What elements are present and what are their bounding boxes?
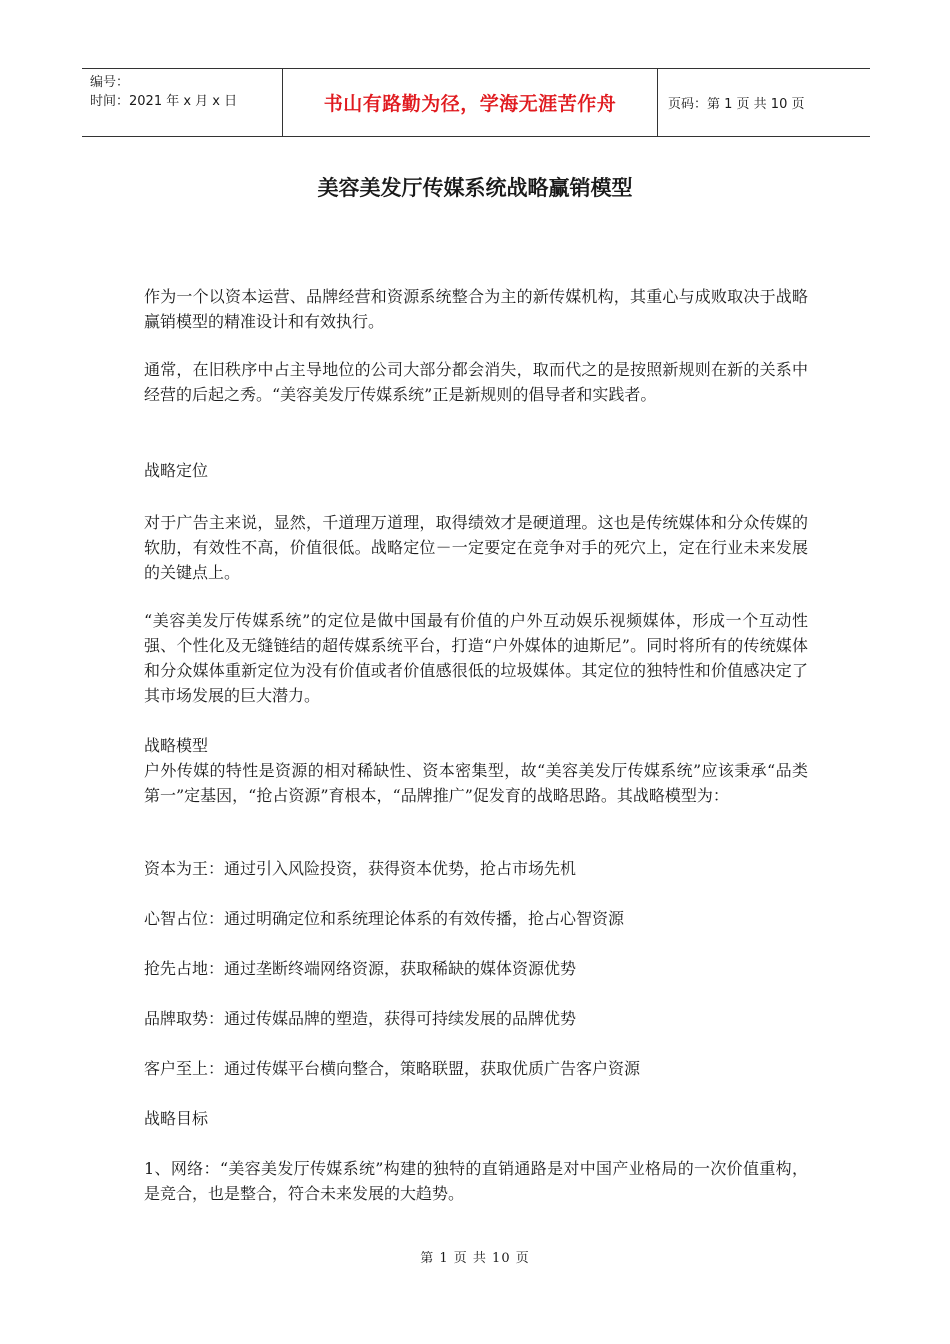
list-item: 客户至上：通过传媒平台横向整合，策略联盟，获取优质广告客户资源 [144,1059,641,1078]
section-heading: 战略目标 [144,1109,209,1128]
paragraph: “美容美发厅传媒系统”的定位是做中国最有价值的户外互动娱乐视频媒体，形成一个互动性强、个性化及无缝链结的超传媒系统平台，打造“户外媒体的迪斯尼”。同时将所有的传统媒体和分众媒体重新定位为没有价值或者价值感很低的垃圾媒体。其定位的独特性和价值感决定了其市场发展的巨大潜力。 [144,611,808,705]
header-motto: 书山有路勤为径，学海无涯苦作舟 [323,93,617,115]
section-heading: 战略模型 [144,736,209,755]
paragraph: 作为一个以资本运营、品牌经营和资源系统整合为主的新传媒机构，其重心与成败取决于战略赢销模型的精准设计和有效执行。 [144,287,808,331]
paragraph: 对于广告主来说，显然，千道理万道理，取得绩效才是硬道理。这也是传统媒体和分众传媒的软肋，有效性不高，价值很低。战略定位－一定要定在竞争对手的死穴上，定在行业未来发展的关键点上。 [144,513,808,582]
document-title: 美容美发厅传媒系统战略赢销模型 [317,176,633,200]
list-item: 资本为王：通过引入风险投资，获得资本优势，抢占市场先机 [144,859,577,878]
page-footer: 第 1 页 共 10 页 [420,1251,530,1266]
header-page-number: 页码：第 1 页 共 10 页 [668,97,805,112]
paragraph: 户外传媒的特性是资源的相对稀缺性、资本密集型，故“美容美发厅传媒系统”应该秉承“品类第一”定基因，“抢占资源”育根本，“品牌推广”促发育的战略思路。其战略模型为： [144,761,808,805]
header-page-cell [658,69,870,136]
list-item: 品牌取势：通过传媒品牌的塑造，获得可持续发展的品牌优势 [144,1009,577,1028]
paragraph: 通常，在旧秩序中占主导地位的公司大部分都会消失，取而代之的是按照新规则在新的关系中经营的后起之秀。“美容美发厅传媒系统”正是新规则的倡导者和实践者。 [144,360,808,404]
list-item: 抢先占地：通过垄断终端网络资源，获取稀缺的媒体资源优势 [144,959,577,978]
header-meta-cell [82,69,282,136]
page-header [82,68,870,137]
list-item: 心智占位：通过明确定位和系统理论体系的有效传播，抢占心智资源 [144,909,625,928]
paragraph: 1、网络：“美容美发厅传媒系统”构建的独特的直销通路是对中国产业格局的一次价值重构，是竞合，也是整合，符合未来发展的大趋势。 [144,1159,808,1203]
document-date: 时间：2021 年 x 月 x 日 [90,94,238,109]
section-heading: 战略定位 [144,461,209,480]
document-number: 编号： [90,75,130,90]
header-motto-cell [282,69,658,136]
